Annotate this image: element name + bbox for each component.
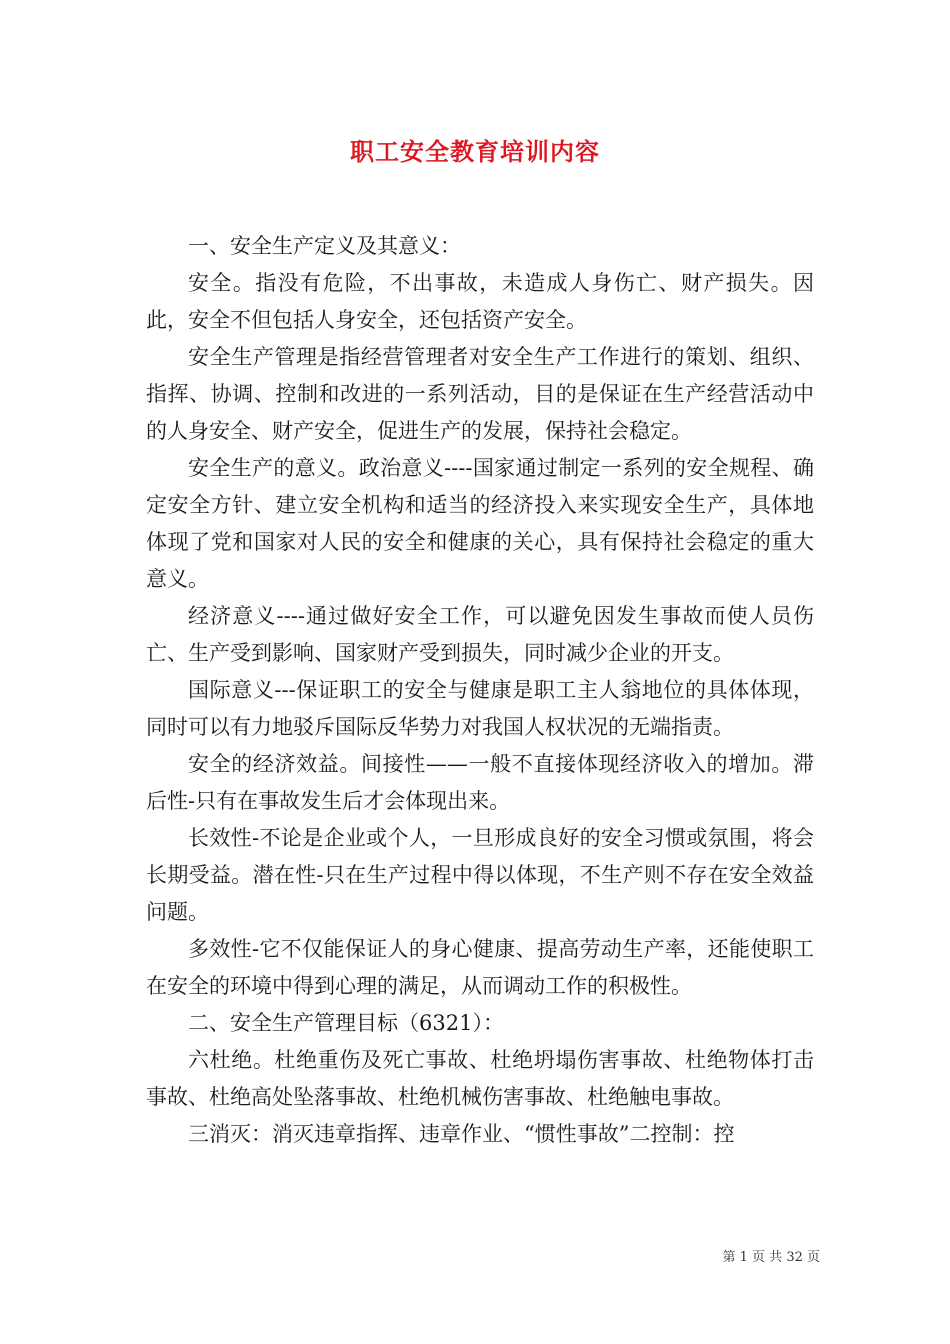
document-title: 职工安全教育培训内容 (350, 137, 600, 166)
paragraph: 安全生产管理是指经营管理者对安全生产工作进行的策划、组织、指挥、协调、控制和改进的一系列活动，目的是保证在生产经营活动中的人身安全、财产安全，促进生产的发展，保持社会稳定。 (146, 345, 814, 443)
paragraph: 安全。指没有危险，不出事故，未造成人身伤亡、财产损失。因此，安全不但包括人身安全，还包括资产安全。 (146, 271, 814, 332)
paragraph: 多效性-它不仅能保证人的身心健康、提高劳动生产率，还能使职工在安全的环境中得到心理的满足，从而调动工作的积极性。 (146, 937, 814, 998)
paragraph: 二、安全生产管理目标（6321）： (188, 1011, 504, 1035)
paragraph: 国际意义---保证职工的安全与健康是职工主人翁地位的具体体现，同时可以有力地驳斥国际反华势力对我国人权状况的无端指责。 (146, 678, 814, 739)
paragraph: 经济意义----通过做好安全工作，可以避免因发生事故而使人员伤亡、生产受到影响、国家财产受到损失，同时减少企业的开支。 (146, 604, 814, 665)
document-body (146, 228, 814, 1153)
page-number-footer: 第 1 页 共 32 页 (722, 1250, 820, 1265)
paragraph: 一、安全生产定义及其意义： (188, 234, 461, 258)
paragraph: 三消灭：消灭违章指挥、违章作业、“惯性事故”二控制：控 (188, 1122, 735, 1146)
paragraph: 安全的经济效益。间接性——一般不直接体现经济收入的增加。滞后性-只有在事故发生后才会体现出来。 (146, 752, 814, 813)
paragraph: 六杜绝。杜绝重伤及死亡事故、杜绝坍塌伤害事故、杜绝物体打击事故、杜绝高处坠落事故、杜绝机械伤害事故、杜绝触电事故。 (146, 1048, 814, 1109)
paragraph: 安全生产的意义。政治意义----国家通过制定一系列的安全规程、确定安全方针、建立安全机构和适当的经济投入来实现安全生产，具体地体现了党和国家对人民的安全和健康的关心，具有保持社会稳定的重大意义。 (146, 456, 814, 591)
paragraph: 长效性-不论是企业或个人，一旦形成良好的安全习惯或氛围，将会长期受益。潜在性-只在生产过程中得以体现，不生产则不存在安全效益问题。 (146, 826, 814, 924)
